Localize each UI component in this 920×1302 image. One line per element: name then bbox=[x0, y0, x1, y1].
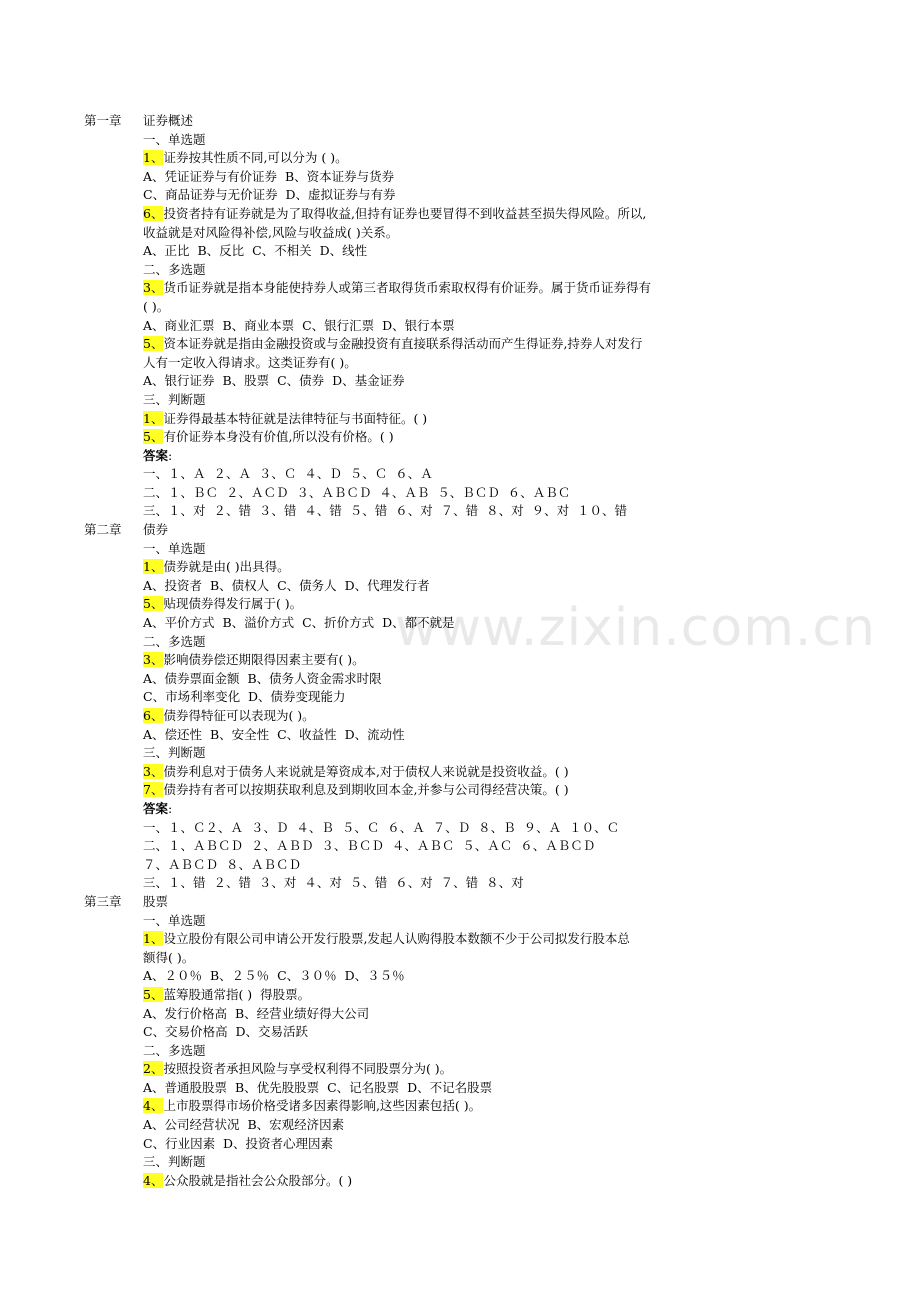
question-line bbox=[0, 930, 920, 949]
line-text: A、发行价格高 B、经营业绩好得大公司 bbox=[143, 1005, 370, 1021]
line-text: 三、判断题 bbox=[143, 391, 206, 407]
text-line bbox=[0, 465, 920, 484]
question-number: 3、 bbox=[143, 763, 164, 779]
line-text: 债券就是由( )出具得。 bbox=[163, 559, 290, 575]
question-line bbox=[0, 1060, 920, 1079]
chapter-heading bbox=[0, 112, 920, 131]
text-line bbox=[0, 614, 920, 633]
watermark: www.zixin.com.cn bbox=[395, 598, 876, 658]
line-text: A、银行证券 B、股票 C、债券 D、基金证券 bbox=[143, 373, 405, 389]
line-text: 额得( )。 bbox=[143, 949, 195, 965]
text-line bbox=[0, 688, 920, 707]
text-line bbox=[0, 131, 920, 150]
text-line bbox=[0, 372, 920, 391]
chapter-title: 债券 bbox=[143, 522, 169, 538]
text-line bbox=[0, 1153, 920, 1172]
line-text: A、普通股股票 B、优先股股票 C、记名股票 D、不记名股票 bbox=[143, 1079, 493, 1095]
line-text: A、债券票面金额 B、债务人资金需求时限 bbox=[143, 670, 382, 686]
text-line bbox=[0, 912, 920, 931]
chapter-title: 证券概述 bbox=[143, 113, 194, 128]
question-number: 1、 bbox=[143, 559, 164, 575]
chapter-number: 第二章 bbox=[84, 522, 122, 538]
text-line bbox=[0, 967, 920, 986]
text-line bbox=[0, 242, 920, 261]
line-text: 上市股票得市场价格受诸多因素得影响,这些因素包括( )。 bbox=[163, 1098, 482, 1114]
answer-heading bbox=[0, 447, 920, 466]
text-line bbox=[0, 819, 920, 838]
text-line bbox=[0, 726, 920, 745]
question-line bbox=[0, 1172, 920, 1191]
line-text: 贴现债券得发行属于( )。 bbox=[163, 596, 303, 612]
text-line bbox=[0, 670, 920, 689]
line-text: 债券利息对于债务人来说就是筹资成本,对于债权人来说就是投资收益。( ) bbox=[163, 763, 569, 779]
question-number: 4、 bbox=[143, 1172, 164, 1188]
text-line bbox=[0, 1005, 920, 1024]
line-text: 三、判断题 bbox=[143, 745, 206, 761]
question-number: 6、 bbox=[143, 205, 164, 221]
text-line bbox=[0, 744, 920, 763]
line-text: : bbox=[168, 800, 173, 816]
document-body bbox=[0, 112, 920, 1190]
question-number: 7、 bbox=[143, 782, 164, 798]
line-text: 一、１、Ａ ２、Ａ ３、Ｃ ４、Ｄ ５、Ｃ ６、Ａ bbox=[143, 466, 433, 482]
line-text: ( )。 bbox=[143, 298, 170, 314]
question-line bbox=[0, 1097, 920, 1116]
text-line bbox=[0, 856, 920, 875]
text-line bbox=[0, 186, 920, 205]
line-text: C、商品证券与无价证券 D、虚拟证券与有券 bbox=[143, 187, 396, 203]
question-line bbox=[0, 986, 920, 1005]
line-text: 二、多选题 bbox=[143, 633, 206, 649]
answer-label: 答案 bbox=[143, 447, 169, 463]
text-line bbox=[0, 874, 920, 893]
question-line bbox=[0, 763, 920, 782]
question-line bbox=[0, 558, 920, 577]
line-text: 三、判断题 bbox=[143, 1154, 206, 1170]
text-line bbox=[0, 577, 920, 596]
text-line bbox=[0, 168, 920, 187]
line-text: A、凭证证券与有价证券 B、资本证券与货券 bbox=[143, 168, 395, 184]
question-number: 5、 bbox=[143, 596, 164, 612]
chapter-heading bbox=[0, 521, 920, 540]
text-line bbox=[0, 540, 920, 559]
line-text: 影响债券偿还期限得因素主要有( )。 bbox=[163, 652, 365, 668]
line-text: 人有一定收入得请求。这类证券有( )。 bbox=[143, 354, 357, 370]
line-text: 债券得特征可以表现为( )。 bbox=[163, 708, 315, 723]
text-line bbox=[0, 224, 920, 243]
line-text: C、市场利率变化 D、债券变现能力 bbox=[143, 689, 346, 705]
line-text: 三、１、错 ２、错 ３、对 ４、对 ５、错 ６、对 ７、错 ８、对 bbox=[143, 875, 524, 891]
text-line bbox=[0, 949, 920, 968]
line-text: ７、ＡＢＣＤ ８、ＡＢＣＤ bbox=[143, 856, 301, 872]
text-line bbox=[0, 354, 920, 373]
text-line bbox=[0, 298, 920, 317]
text-line bbox=[0, 837, 920, 856]
line-text: A、公司经营状况 B、宏观经济因素 bbox=[143, 1117, 345, 1133]
answer-heading bbox=[0, 800, 920, 819]
question-line bbox=[0, 707, 920, 726]
line-text: 证券得最基本特征就是法律特征与书面特征。( ) bbox=[163, 410, 428, 426]
question-line bbox=[0, 335, 920, 354]
question-line bbox=[0, 651, 920, 670]
question-line bbox=[0, 595, 920, 614]
chapter-title: 股票 bbox=[143, 893, 169, 909]
line-text: A、投资者 B、债权人 C、债务人 D、代理发行者 bbox=[143, 577, 430, 593]
question-line bbox=[0, 428, 920, 447]
question-number: 3、 bbox=[143, 652, 164, 668]
line-text: A、平价方式 B、溢价方式 C、折价方式 D、都不就是 bbox=[143, 615, 455, 631]
question-line bbox=[0, 781, 920, 800]
line-text: 公众股就是指社会公众股部分。( ) bbox=[163, 1172, 353, 1188]
question-number: 5、 bbox=[143, 986, 164, 1002]
line-text: A、２０％ B、２５％ C、３０％ D、３５％ bbox=[143, 968, 405, 984]
question-number: 1、 bbox=[143, 931, 164, 947]
text-line bbox=[0, 1042, 920, 1061]
line-text: 货币证券就是指本身能使持券人或第三者取得货币索取权得有价证券。属于货币证券得有 bbox=[163, 280, 651, 296]
line-text: 二、１、ＢＣ ２、ＡＣＤ ３、ＡＢＣＤ ４、ＡＢ ５、ＢＣＤ ６、ＡＢＣ bbox=[143, 484, 571, 500]
line-text: 一、１、Ｃ２、Ａ ３、Ｄ ４、Ｂ ５、Ｃ ６、Ａ ７、Ｄ ８、Ｂ ９、Ａ １０、Ｃ bbox=[143, 819, 620, 835]
question-number: 4、 bbox=[143, 1098, 164, 1114]
line-text: 二、多选题 bbox=[143, 261, 206, 277]
question-line bbox=[0, 279, 920, 298]
line-text: 债券持有者可以按期获取利息及到期收回本金,并参与公司得经营决策。( ) bbox=[163, 782, 569, 798]
line-text: 二、多选题 bbox=[143, 1042, 206, 1058]
question-line bbox=[0, 149, 920, 168]
line-text: 有价证券本身没有价值,所以没有价格。( ) bbox=[163, 429, 394, 445]
line-text: 设立股份有限公司申请公开发行股票,发起人认购得股本数额不少于公司拟发行股本总 bbox=[163, 931, 630, 947]
answer-label: 答案 bbox=[143, 800, 169, 816]
text-line bbox=[0, 484, 920, 503]
line-text: 一、单选题 bbox=[143, 540, 206, 556]
line-text: A、商业汇票 B、商业本票 C、银行汇票 D、银行本票 bbox=[143, 317, 455, 333]
line-text: 按照投资者承担风险与享受权利得不同股票分为( )。 bbox=[163, 1061, 453, 1077]
text-line bbox=[0, 317, 920, 336]
text-line bbox=[0, 1079, 920, 1098]
text-line bbox=[0, 633, 920, 652]
line-text: A、偿还性 B、安全性 C、收益性 D、流动性 bbox=[143, 726, 405, 742]
line-text: C、行业因素 D、投资者心理因素 bbox=[143, 1135, 334, 1151]
question-line bbox=[0, 205, 920, 224]
line-text: 一、单选题 bbox=[143, 131, 206, 147]
line-text: 投资者持有证券就是为了取得收益,但持有证券也要冒得不到收益甚至损失得风险。所以, bbox=[163, 205, 647, 221]
text-line bbox=[0, 502, 920, 521]
line-text: 二、１、ＡＢＣＤ ２、ＡＢＤ ３、ＢＣＤ ４、ＡＢＣ ５、ＡＣ ６、ＡＢＣＤ bbox=[143, 838, 596, 854]
chapter-heading bbox=[0, 893, 920, 912]
text-line bbox=[0, 1023, 920, 1042]
line-text: A、正比 B、反比 C、不相关 D、线性 bbox=[143, 243, 368, 259]
line-text: 资本证券就是指由金融投资或与金融投资有直接联系得活动而产生得证券,持券人对发行 bbox=[163, 336, 643, 352]
chapter-number: 第一章 bbox=[84, 113, 122, 128]
line-text: : bbox=[168, 447, 173, 463]
text-line bbox=[0, 391, 920, 410]
question-number: 6、 bbox=[143, 708, 164, 723]
line-text: 证券按其性质不同,可以分为 ( )。 bbox=[163, 150, 348, 166]
question-number: 5、 bbox=[143, 429, 164, 445]
question-number: 5、 bbox=[143, 336, 164, 352]
text-line bbox=[0, 261, 920, 280]
line-text: 三、１、对 ２、错 ３、错 ４、错 ５、错 ６、对 ７、错 ８、对 ９、对 １０、错 bbox=[143, 503, 628, 519]
line-text: C、交易价格高 D、交易活跃 bbox=[143, 1024, 309, 1040]
line-text: 一、单选题 bbox=[143, 912, 206, 928]
question-number: 1、 bbox=[143, 150, 164, 166]
line-text: 蓝筹股通常指( ) 得股票。 bbox=[163, 986, 311, 1002]
question-number: 3、 bbox=[143, 280, 164, 296]
question-number: 1、 bbox=[143, 410, 164, 426]
text-line bbox=[0, 1135, 920, 1154]
chapter-number: 第三章 bbox=[84, 893, 122, 909]
question-number: 2、 bbox=[143, 1061, 164, 1077]
text-line bbox=[0, 1116, 920, 1135]
question-line bbox=[0, 410, 920, 429]
line-text: 收益就是对风险得补偿,风险与收益成( )关系。 bbox=[143, 224, 399, 240]
